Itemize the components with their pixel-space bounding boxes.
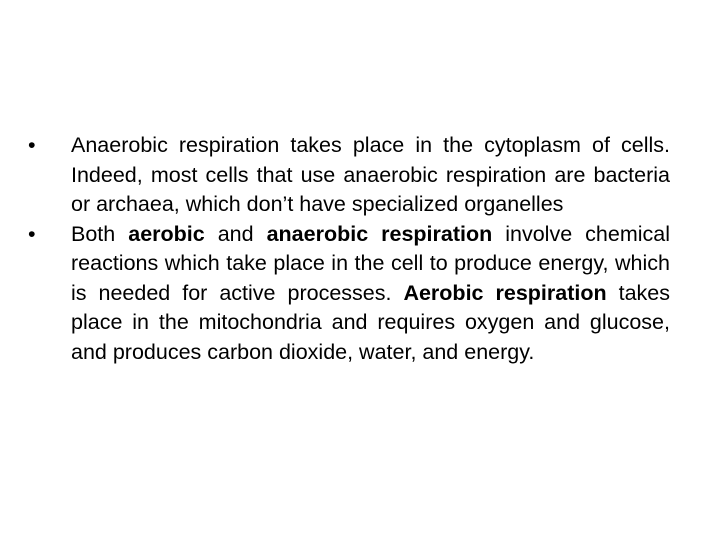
bullet-marker: • <box>28 221 36 246</box>
bold-term-aerobic: aerobic <box>128 221 205 246</box>
bullet-item-anaerobic-location <box>28 131 670 220</box>
bullet-text-run: involve chemical reactions which take place in the cell to produce energy, which is needed for active processes. <box>71 221 670 305</box>
bullet-text-run: and <box>204 221 267 246</box>
bold-term-aerobic-respiration: Aerobic respiration <box>403 280 607 305</box>
bold-term-anaerobic-respiration: anaerobic respiration <box>266 221 493 246</box>
bullet-marker: • <box>28 133 36 157</box>
bullet-text-run: Both <box>71 221 129 246</box>
bullet-text: Anaerobic respiration takes place in the cytoplasm of cells. Indeed, most cells that use anaerobic respiration are bacteria or archaea, which don’t have specialized organelles <box>71 133 670 216</box>
bullet-list <box>28 131 670 367</box>
bullet-text-run: takes place in the mitochondria and requires oxygen and glucose, and produces carbon dioxide, water, and energy. <box>71 280 670 364</box>
bullet-item-aerobic-anaerobic <box>28 220 670 368</box>
